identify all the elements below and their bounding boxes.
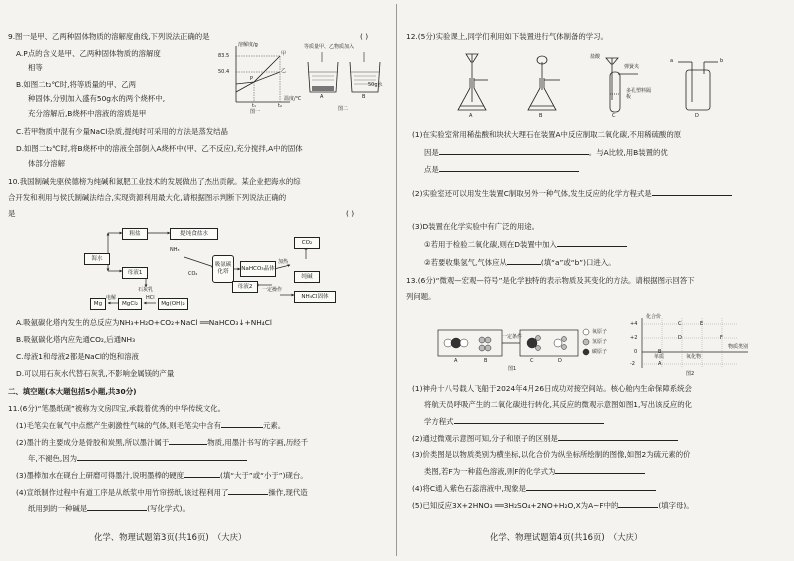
micro-label-c: C bbox=[530, 358, 534, 364]
apparatus-label-b: B bbox=[539, 113, 543, 119]
fig1-series-yi: 乙 bbox=[281, 68, 287, 74]
q13-part2 bbox=[412, 433, 678, 443]
q10-option-b: B.吸氨碳化塔内应先通CO₂,后通NH₃ bbox=[16, 335, 136, 344]
apparatus-svg bbox=[442, 50, 732, 122]
q12-p3b-text: ②若要收集氢气,气体应从 bbox=[424, 258, 507, 267]
flow-nh3: NH₃ bbox=[170, 247, 180, 253]
q11-p3-blank[interactable] bbox=[184, 470, 220, 478]
page-4-footer: 化学、物理试题第4页(共16页) （大庆） bbox=[490, 532, 643, 542]
valence-point-e: E bbox=[700, 321, 704, 327]
q10-stem-l3: 是 bbox=[8, 209, 16, 218]
flow-crude-salt: 粗盐 bbox=[122, 228, 148, 240]
flow-seawater: 海水 bbox=[84, 253, 110, 265]
apparatus-clamp: 弹簧夹 bbox=[624, 64, 640, 70]
q12-p3a-text: ①若用于检验二氧化碳,则在D装置中加入 bbox=[424, 240, 557, 249]
flow-hcl: HCl bbox=[146, 295, 155, 301]
valence-tick-plus2: +2 bbox=[630, 335, 638, 341]
q12-part2 bbox=[412, 188, 732, 198]
q12-part1: (1)在实验室常用稀盐酸和块状大理石在装置A中反应制取二氧化碳,不用稀硫酸的原 bbox=[412, 130, 682, 139]
q13-part3-cont bbox=[424, 466, 645, 476]
q13-p3-blank[interactable] bbox=[555, 466, 645, 474]
apparatus-d bbox=[678, 62, 718, 110]
q9-option-d-cont: 体部分溶解 bbox=[28, 159, 65, 168]
q9-option-b-cont1: 种固体,分别加入盛有50g水的两个烧杯中, bbox=[28, 94, 166, 103]
flow-heat: 加热 bbox=[278, 259, 289, 265]
q13-p1-eq-blank[interactable] bbox=[454, 416, 604, 424]
beaker-a-solid bbox=[312, 86, 334, 91]
fig1-y-83: 83.5 bbox=[218, 53, 230, 59]
q13-part1: (1)神舟十八号载人飞船于2024年4月26日成功对接空间站。核心舱内生命保障系统会 bbox=[412, 384, 692, 393]
apparatus-port-b: b bbox=[720, 58, 724, 64]
q9-option-d: D.如图二t₂℃时,将B烧杯中的溶液全部倒入A烧杯中(甲、乙不反应),充分搅拌,A中的固体 bbox=[16, 144, 303, 153]
q9-option-a-cont: 相等 bbox=[28, 63, 43, 72]
legend-carbon: 碳原子 bbox=[592, 349, 608, 355]
flow-electrolysis: 电解 bbox=[106, 295, 117, 301]
q11-p2-text: (2)墨汁的主要成分是骨胶和炭黑,所以墨汁属于 bbox=[16, 438, 170, 447]
q13-p5-blank[interactable] bbox=[618, 500, 658, 508]
legend-hydrogen: 氢原子 bbox=[592, 339, 608, 345]
q12-part1-cont bbox=[424, 147, 668, 157]
micro-condition: 一定条件 bbox=[502, 334, 523, 340]
column-divider bbox=[396, 4, 397, 556]
q12-p1-reason: 因是 bbox=[424, 148, 439, 157]
q11-part1 bbox=[16, 420, 285, 430]
q11-p2-blank[interactable] bbox=[169, 437, 207, 445]
flow-lime-milk: 石灰乳 bbox=[138, 287, 154, 293]
apparatus-acid: 盐酸 bbox=[590, 54, 601, 60]
flow-nahco3-crystal: NaHCO₃晶体 bbox=[240, 261, 276, 277]
q13-part1-eq bbox=[424, 416, 604, 426]
micro-label-b: B bbox=[484, 358, 488, 364]
flow-mother-liquor-1: 母液1 bbox=[122, 267, 148, 279]
q12-p1-adv-blank[interactable] bbox=[439, 164, 579, 172]
valence-point-a: A bbox=[658, 361, 662, 367]
q10-option-a: A.吸氨碳化塔内发生的总反应为NH₃+H₂O+CO₂+NaCl ══NaHCO₃↓+NH₄Cl bbox=[16, 318, 272, 327]
fig1-x-t2: t₂ bbox=[278, 103, 282, 109]
q11-p4-blank[interactable] bbox=[228, 487, 268, 495]
valence-tick-0: 0 bbox=[634, 349, 638, 355]
micro-label-d: D bbox=[558, 358, 562, 364]
valence-point-d: D bbox=[678, 335, 682, 341]
fig1-series-jia: 甲 bbox=[281, 51, 287, 57]
page-3 bbox=[6, 6, 390, 555]
fig1-x-t1: t₁ bbox=[252, 103, 256, 109]
apparatus-porous-plate: 多孔塑料隔板 bbox=[626, 88, 652, 101]
q12-p1-blank[interactable] bbox=[439, 147, 589, 155]
q10-option-c: C.母液1和母液2都是NaCl的饱和溶液 bbox=[16, 352, 139, 361]
flow-mgoh2: Mg(OH)₂ bbox=[158, 298, 188, 310]
fig1-xlabel: 温度/℃ bbox=[284, 96, 302, 102]
q11-part4-cont bbox=[28, 503, 190, 513]
flow-mgcl2: MgCl₂ bbox=[118, 298, 142, 310]
apparatus-label-d: D bbox=[695, 113, 699, 119]
q13-stem-l1: 13.(6分)“微观—宏观—符号”是化学独特的表示物质及其变化的方法。请根据图示回答下 bbox=[406, 276, 695, 285]
apparatus-a bbox=[458, 54, 488, 110]
valence-caption: 图2 bbox=[686, 371, 695, 377]
q11-part3 bbox=[16, 470, 308, 480]
valence-xlabel: 物质类别 bbox=[728, 344, 749, 350]
fig1-y-50: 50.4 bbox=[218, 69, 230, 75]
q9-option-c: C.若甲物质中混有少量NaCl杂质,提纯时可采用的方法是蒸发结晶 bbox=[16, 127, 228, 136]
valence-tick-minus2: -2 bbox=[630, 361, 635, 367]
q11-intro: 11.(6分)“笔墨纸砚”被称为文房四宝,承载着优秀的中华传统文化。 bbox=[8, 404, 225, 413]
q13-p5-text: (5)已知反应3X+2HNO₃ ══3H₂SO₄+2NO+H₂O,X为A~F中的 bbox=[412, 501, 619, 510]
q13-p2-blank[interactable] bbox=[558, 433, 678, 441]
fig2-top-label: 等质量甲、乙物质加入 bbox=[304, 44, 355, 50]
apparatus-label-c: C bbox=[612, 113, 616, 119]
q11-p4-end: (写化学式)。 bbox=[147, 504, 190, 513]
apparatus-port-a: a bbox=[670, 58, 674, 64]
q11-part2 bbox=[16, 437, 308, 447]
q10-answer-bracket[interactable]: ( ) bbox=[346, 209, 355, 218]
q12-p2-text: (2)实验室还可以用发生装置C制取另外一种气体,发生反应的化学方程式是 bbox=[412, 189, 652, 198]
legend-oxygen: 氧原子 bbox=[592, 329, 608, 335]
q11-p2-mid: 物质,用墨汁书写的字画,历经千 bbox=[207, 438, 309, 447]
micro-caption: 图1 bbox=[508, 366, 517, 372]
q11-p4-mid: 操作,现代造 bbox=[268, 488, 308, 497]
q11-p4-text: (4)宣纸制作过程中有道工序是从纸浆中用竹帘捞纸,该过程利用了 bbox=[16, 488, 229, 497]
beaker-water-label: 50g水 bbox=[368, 82, 383, 88]
q13-p4-text: (4)将C通入紫色石蕊溶液中,现象是 bbox=[412, 484, 527, 493]
valence-tick-plus4: +4 bbox=[630, 321, 638, 327]
q12-p1-compare: 。与A比较,用B装置的优 bbox=[588, 148, 668, 157]
q12-p1-adv-text: 点是 bbox=[424, 165, 439, 174]
q11-p1-end: 元素。 bbox=[262, 421, 286, 430]
q12-p3b-end: (填“a”或“b”)口进入。 bbox=[540, 258, 616, 267]
beakers-figure bbox=[302, 44, 386, 116]
q13-stem-l2: 列问题。 bbox=[406, 292, 436, 301]
valence-point-f: F bbox=[720, 335, 723, 341]
q12-part1-adv bbox=[424, 164, 579, 174]
q13-part5 bbox=[412, 500, 694, 510]
q13-p4-blank[interactable] bbox=[526, 483, 656, 491]
flow-nh4cl-solid: NH₄Cl固体 bbox=[294, 291, 336, 303]
q13-p1-eq-text: 学方程式 bbox=[424, 417, 454, 426]
q11-p4-base-blank[interactable] bbox=[87, 503, 147, 511]
q10-stem-l1: 10.我国制碱先驱侯德榜为纯碱和氮肥工业技术的发展做出了杰出贡献。某企业把海水的综 bbox=[8, 177, 301, 186]
q11-p1-blank[interactable] bbox=[221, 420, 263, 428]
page-3-footer: 化学、物理试题第3页(共16页) （大庆） bbox=[94, 532, 247, 542]
q9-option-b: B.如图二t₂℃时,将等质量的甲、乙两 bbox=[16, 80, 137, 89]
q11-p4-base: 纸用到的一种碱是 bbox=[28, 504, 88, 513]
valence-chart-figure bbox=[628, 314, 758, 378]
curve-jia bbox=[236, 56, 280, 92]
q13-part4 bbox=[412, 483, 656, 493]
q11-p3-end: (填“大于”或“小于”)砚台。 bbox=[220, 471, 308, 480]
page-4 bbox=[402, 6, 788, 555]
flow-refined-brine: 提纯食盐水 bbox=[170, 228, 218, 240]
solubility-curve-figure bbox=[218, 42, 302, 115]
q13-p2-text: (2)通过微观示意图可知,分子和原子的区别是 bbox=[412, 434, 558, 443]
flow-mg: Mg bbox=[90, 298, 106, 310]
q10-option-d: D.可以用石灰水代替石灰乳,不影响金属镁的产量 bbox=[16, 369, 175, 378]
apparatus-b bbox=[528, 56, 560, 110]
micro-reaction-svg bbox=[438, 324, 618, 374]
section-2-title: 二、填空题(本大题包括5小题,共30分) bbox=[8, 387, 137, 396]
q11-p3-text: (3)墨棒加水在砚台上研磨可得墨汁,说明墨棒的硬度 bbox=[16, 471, 185, 480]
valence-x-element: 单质 bbox=[654, 354, 665, 360]
q9-stem: 9.图一是甲、乙两种固体物质的溶解度曲线,下列说法正确的是 bbox=[8, 32, 210, 41]
q11-part4 bbox=[16, 487, 308, 497]
micro-reaction-figure bbox=[438, 324, 618, 374]
q12-part3-1 bbox=[424, 239, 627, 249]
q12-p3b-blank[interactable] bbox=[507, 257, 541, 265]
valence-point-b: B bbox=[658, 349, 662, 355]
q13-part1-cont: 将航天员呼吸产生的二氧化碳进行转化,其反应的微观示意图如图1,写出该反应的化 bbox=[424, 400, 693, 409]
q12-p3a-blank[interactable] bbox=[557, 239, 627, 247]
q10-stem-l2: 合开发和利用与侯氏制碱法结合,实现资源利用最大化,请根据图示判断下列说法正确的 bbox=[8, 193, 287, 202]
apparatus-figure bbox=[442, 50, 732, 122]
fig2-caption: 图二 bbox=[338, 106, 349, 112]
q13-part3: (3)价类图是以物质类别为横坐标,以化合价为纵坐标所绘制的图像,如图2为硫元素的价 bbox=[412, 450, 691, 459]
fig1-point-p: P bbox=[250, 76, 254, 82]
flow-chart bbox=[84, 225, 374, 315]
fig1-ylabel: 溶解度/g bbox=[238, 42, 258, 48]
q11-p1-text: (1)毛笔尖在氧气中点燃产生刺激性气味的气体,则毛笔尖中含有 bbox=[16, 421, 221, 430]
q12-part3-2 bbox=[424, 257, 616, 267]
beaker-b-label: B bbox=[362, 94, 366, 100]
beaker-a-label: A bbox=[320, 94, 324, 100]
flow-soda-ash: 纯碱 bbox=[294, 271, 320, 283]
q9-option-a: A.P点的含义是甲、乙两种固体物质的溶解度 bbox=[16, 49, 161, 58]
q13-p5-end: (填字母)。 bbox=[658, 501, 694, 510]
q11-p2-reason: 年,不褪色,因为 bbox=[28, 454, 78, 463]
valence-ylabel: 化合价 bbox=[646, 314, 662, 320]
flow-carbonation-tower: 吸氨碳化塔 bbox=[212, 255, 234, 283]
valence-x-oxide: 氧化物 bbox=[686, 354, 702, 360]
valence-point-c: C bbox=[678, 321, 682, 327]
flow-co2-out: CO₂ bbox=[294, 237, 320, 249]
micro-label-a: A bbox=[454, 358, 458, 364]
apparatus-label-a: A bbox=[469, 113, 473, 119]
flow-mother-liquor-2: 母液2 bbox=[232, 281, 258, 293]
q9-option-b-cont2: 充分溶解后,B烧杯中溶液的溶质是甲 bbox=[28, 109, 147, 118]
q11-p2-reason-blank[interactable] bbox=[77, 453, 247, 461]
q12-p2-blank[interactable] bbox=[652, 188, 732, 196]
q9-answer-bracket[interactable]: ( ) bbox=[360, 32, 369, 41]
flow-operation: 一定操作 bbox=[262, 287, 283, 293]
q12-part3: (3)D装置在化学实验中有广泛的用途。 bbox=[412, 222, 540, 231]
q13-p3-text: 类图,若F为一种蓝色溶液,则F的化学式为 bbox=[424, 467, 556, 476]
flow-co2-in: CO₂ bbox=[188, 271, 198, 277]
fig1-caption: 图一 bbox=[250, 109, 261, 115]
q11-part2-cont bbox=[28, 453, 247, 463]
q12-intro: 12.(5分)实验课上,同学们利用如下装置进行气体制备的学习。 bbox=[406, 32, 608, 41]
